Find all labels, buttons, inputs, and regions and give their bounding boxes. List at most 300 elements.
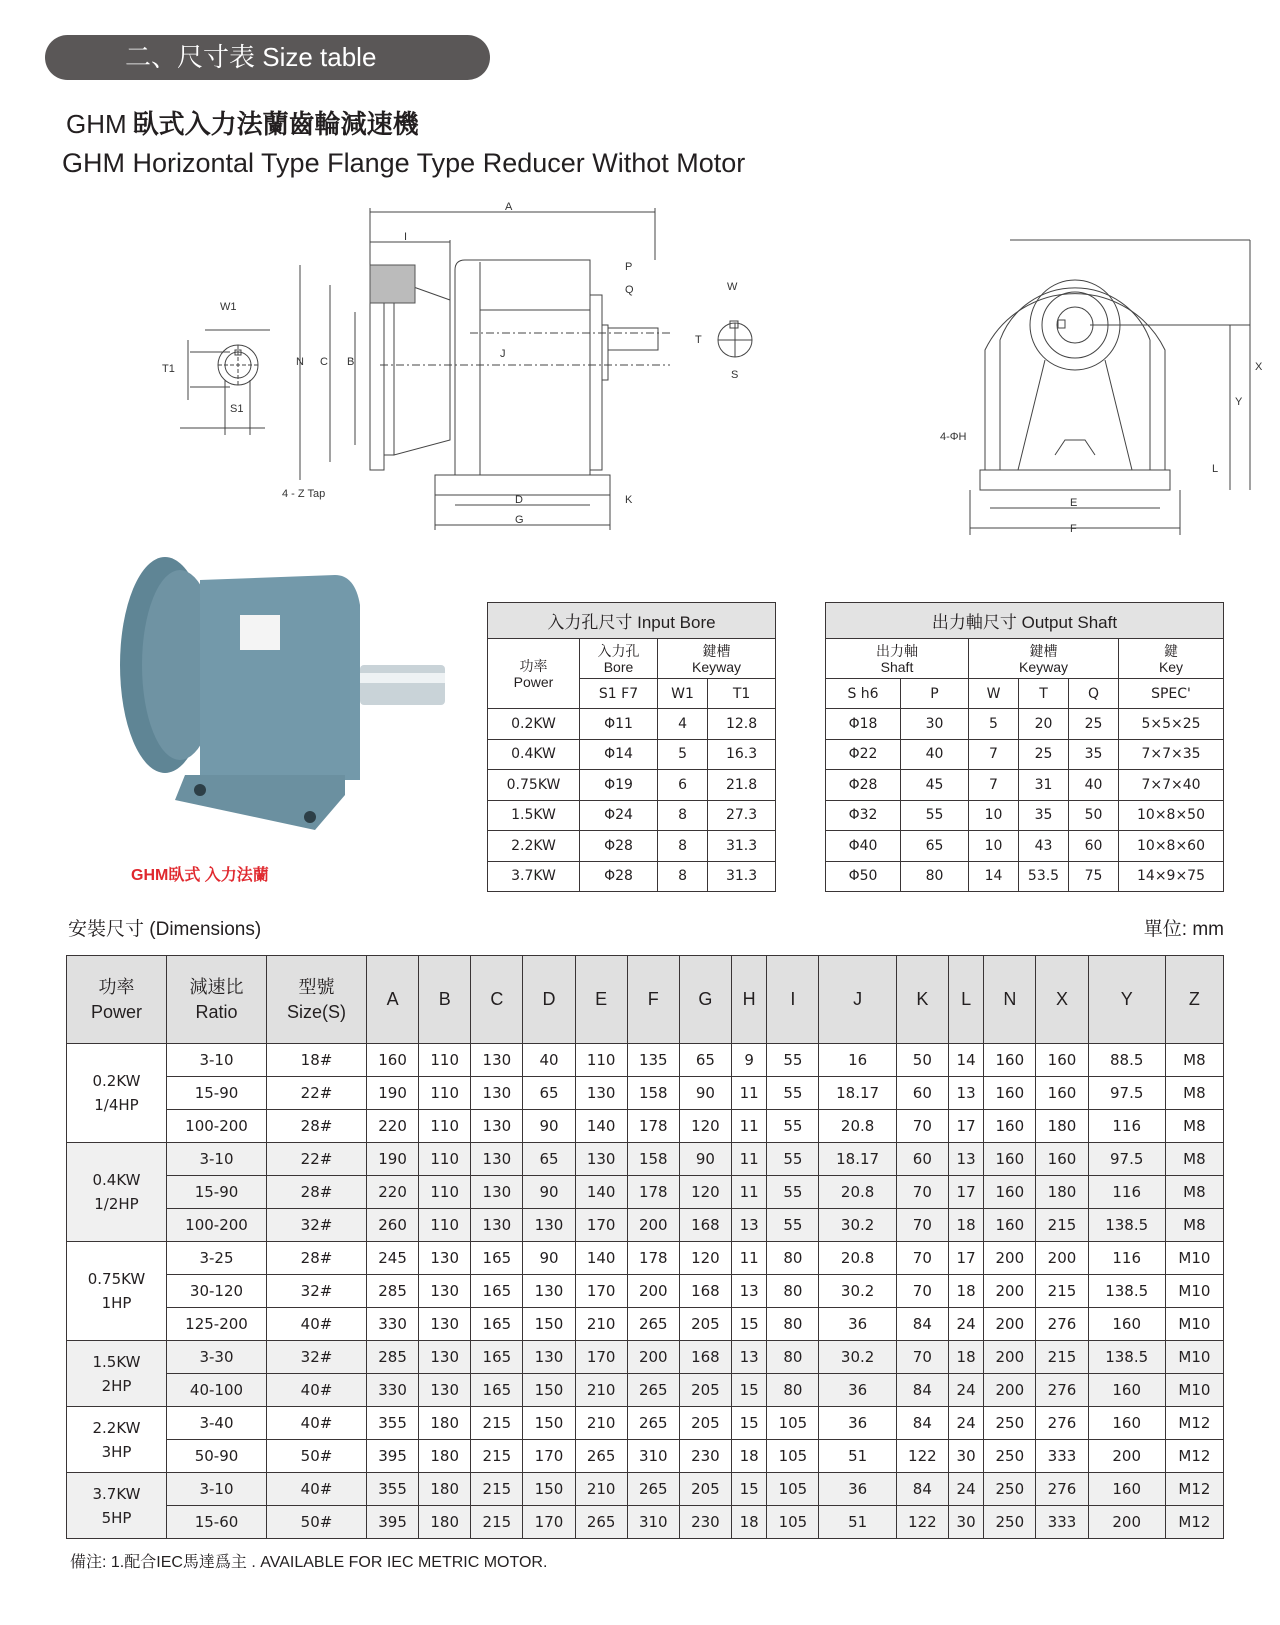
dimension-cell: 36	[819, 1407, 896, 1440]
dimension-cell: 165	[471, 1374, 523, 1407]
input-bore-cell: 12.8	[708, 709, 776, 740]
dimension-cell: 310	[627, 1506, 679, 1539]
label-a: A	[505, 201, 513, 213]
input-bore-cell: 31.3	[708, 831, 776, 862]
dimension-cell: M8	[1165, 1077, 1223, 1110]
dimension-cell: 170	[575, 1275, 627, 1308]
input-bore-cell: 8	[658, 831, 708, 862]
input-bore-cell: 0.4KW	[488, 739, 580, 770]
dimension-cell: 80	[767, 1275, 819, 1308]
input-bore-cell: 5	[658, 739, 708, 770]
dimension-cell: 130	[471, 1143, 523, 1176]
dimension-cell: 11	[731, 1242, 766, 1275]
dimension-cell: 265	[627, 1374, 679, 1407]
output-shaft-row	[826, 770, 1224, 801]
dimension-cell: 3-25	[167, 1242, 267, 1275]
input-bore-cell: 0.2KW	[488, 709, 580, 740]
dimension-cell: 160	[984, 1044, 1036, 1077]
dimension-cell: 80	[767, 1341, 819, 1374]
dimension-cell: 116	[1088, 1110, 1165, 1143]
dimension-cell: 330	[367, 1374, 419, 1407]
output-shaft-cell: 25	[1019, 739, 1069, 770]
dimension-cell: 200	[984, 1374, 1036, 1407]
power-hp: 3HP	[101, 1442, 132, 1461]
dimension-cell: 130	[419, 1308, 471, 1341]
dimension-cell: 55	[767, 1143, 819, 1176]
dimension-cell: 15-60	[167, 1506, 267, 1539]
output-shaft-cell: 75	[1069, 861, 1119, 892]
dimension-cell: 15	[731, 1374, 766, 1407]
dimension-cell: 100-200	[167, 1110, 267, 1143]
dimension-cell: 110	[419, 1176, 471, 1209]
output-shaft-cell: 43	[1019, 831, 1069, 862]
dimension-cell: 90	[679, 1077, 731, 1110]
dimension-cell: 168	[679, 1341, 731, 1374]
dimension-cell: 15-90	[167, 1077, 267, 1110]
output-shaft-cell: 10×8×60	[1119, 831, 1224, 862]
col-n: N	[984, 956, 1036, 1044]
dimension-cell: 15	[731, 1407, 766, 1440]
dimension-cell: 355	[367, 1473, 419, 1506]
power-cell	[67, 1407, 167, 1473]
dimension-cell: 310	[627, 1440, 679, 1473]
dimension-cell: M10	[1165, 1308, 1223, 1341]
output-shaft-cell: 7	[969, 739, 1019, 770]
dimension-cell: 190	[367, 1077, 419, 1110]
dimension-cell: 168	[679, 1209, 731, 1242]
dimension-cell: 160	[1036, 1077, 1088, 1110]
output-shaft-cell: 10	[969, 831, 1019, 862]
output-shaft-row	[826, 861, 1224, 892]
output-shaft-row	[826, 739, 1224, 770]
dimension-cell: 178	[627, 1176, 679, 1209]
dimension-cell: 160	[984, 1176, 1036, 1209]
dimension-cell: M12	[1165, 1440, 1223, 1473]
output-shaft-cell: 10×8×50	[1119, 800, 1224, 831]
power-kw: 1.5KW	[92, 1352, 141, 1371]
dimension-cell: 13	[731, 1341, 766, 1374]
dimension-cell: 18	[948, 1209, 983, 1242]
output-shaft-view	[695, 281, 752, 381]
dimension-cell: 330	[367, 1308, 419, 1341]
dimension-cell: 90	[523, 1110, 575, 1143]
col-key: 鍵 Key	[1119, 639, 1224, 679]
dimension-cell: 84	[896, 1407, 948, 1440]
dimension-cell: 165	[471, 1275, 523, 1308]
dimension-cell: M8	[1165, 1044, 1223, 1077]
dimension-cell: 3-10	[167, 1044, 267, 1077]
input-bore-table	[487, 602, 776, 892]
dimension-cell: 160	[1088, 1308, 1165, 1341]
col-x: X	[1036, 956, 1088, 1044]
dimension-cell: 80	[767, 1242, 819, 1275]
output-shaft-cell: 7	[969, 770, 1019, 801]
note-label: 備注:	[70, 1554, 107, 1571]
dimension-cell: 50-90	[167, 1440, 267, 1473]
footnote	[70, 1549, 547, 1572]
label-s: S	[731, 369, 739, 381]
sub-s-h6: S h6	[826, 679, 901, 709]
dimension-cell: 150	[523, 1473, 575, 1506]
dimension-cell: 24	[948, 1374, 983, 1407]
dimension-cell: 170	[523, 1506, 575, 1539]
dimension-cell: 130	[419, 1275, 471, 1308]
label-w1: W1	[220, 301, 237, 313]
col-ratio: 減速比 Ratio	[167, 956, 267, 1044]
sub-w: W	[969, 679, 1019, 709]
dimension-cell: 32#	[267, 1209, 367, 1242]
unit-label: 單位: mm	[1143, 919, 1224, 940]
dimension-cell: 276	[1036, 1407, 1088, 1440]
dimension-cell: 215	[471, 1440, 523, 1473]
col-c: C	[471, 956, 523, 1044]
dimension-cell: 130	[471, 1044, 523, 1077]
output-shaft-cell: 60	[1069, 831, 1119, 862]
col-shaft: 出力軸 Shaft	[826, 639, 969, 679]
dimension-cell: 24	[948, 1407, 983, 1440]
power-cell	[67, 1473, 167, 1539]
output-shaft-row	[826, 800, 1224, 831]
col-a: A	[367, 956, 419, 1044]
photo-caption: GHM臥式 入力法蘭	[131, 867, 269, 884]
dimension-cell: 17	[948, 1110, 983, 1143]
dimension-cell: 30.2	[819, 1275, 896, 1308]
dimension-row	[67, 1374, 1224, 1407]
label-tap: 4 - Z Tap	[282, 488, 326, 500]
dimension-cell: 160	[984, 1110, 1036, 1143]
dimension-cell: 80	[767, 1374, 819, 1407]
power-hp: 5HP	[101, 1508, 132, 1527]
dimension-cell: 30-120	[167, 1275, 267, 1308]
dimension-cell: 210	[575, 1374, 627, 1407]
col-d: D	[523, 956, 575, 1044]
dimension-cell: 285	[367, 1341, 419, 1374]
dimension-cell: 210	[575, 1473, 627, 1506]
dimension-cell: 130	[575, 1143, 627, 1176]
dimension-cell: 36	[819, 1473, 896, 1506]
dimension-cell: 160	[1088, 1407, 1165, 1440]
label-x: X	[1255, 361, 1263, 373]
output-shaft-cell: Φ28	[826, 770, 901, 801]
dimension-cell: M10	[1165, 1374, 1223, 1407]
output-shaft-cell: 65	[901, 831, 969, 862]
input-bore-row	[488, 831, 776, 862]
input-bore-cell: Φ24	[580, 800, 658, 831]
dimension-cell: 205	[679, 1374, 731, 1407]
dimension-cell: 60	[896, 1143, 948, 1176]
dimension-cell: 84	[896, 1473, 948, 1506]
dimension-cell: 70	[896, 1242, 948, 1275]
col-keyway: 鍵槽 Keyway	[658, 639, 776, 679]
dimension-cell: 90	[679, 1143, 731, 1176]
dimension-cell: 200	[1088, 1440, 1165, 1473]
input-bore-cell: 8	[658, 800, 708, 831]
dimension-cell: 11	[731, 1143, 766, 1176]
dimension-cell: 130	[471, 1110, 523, 1143]
dimension-cell: 130	[471, 1077, 523, 1110]
power-hp: 1/2HP	[94, 1195, 139, 1213]
dimension-cell: 50#	[267, 1440, 367, 1473]
note-text: 1.配合IEC馬達爲主 . AVAILABLE FOR IEC METRIC MOTOR.	[110, 1554, 548, 1571]
power-kw: 0.75KW	[87, 1270, 146, 1288]
dimension-cell: 150	[523, 1374, 575, 1407]
dimension-cell: 180	[419, 1473, 471, 1506]
output-shaft-cell: 31	[1019, 770, 1069, 801]
dimension-cell: 22#	[267, 1143, 367, 1176]
dimension-cell: 165	[471, 1242, 523, 1275]
dimension-cell: 90	[523, 1242, 575, 1275]
input-bore-cell: 0.75KW	[488, 770, 580, 801]
dimension-cell: 160	[1088, 1473, 1165, 1506]
dimension-cell: 138.5	[1088, 1341, 1165, 1374]
dimension-row	[67, 1209, 1224, 1242]
dimension-cell: 265	[627, 1308, 679, 1341]
dimension-cell: 32#	[267, 1275, 367, 1308]
dimension-cell: 11	[731, 1077, 766, 1110]
dimension-cell: 120	[679, 1242, 731, 1275]
dimension-row	[67, 1440, 1224, 1473]
sub-p: P	[901, 679, 969, 709]
dimension-cell: 245	[367, 1242, 419, 1275]
front-view	[940, 240, 1263, 535]
section-header-pill	[45, 35, 490, 80]
dimension-row	[67, 1077, 1224, 1110]
dimension-cell: 110	[419, 1110, 471, 1143]
power-cell	[67, 1341, 167, 1407]
col-z: Z	[1165, 956, 1223, 1044]
output-shaft-cell: 25	[1069, 709, 1119, 740]
dimension-row	[67, 1275, 1224, 1308]
label-hole: 4-ΦH	[940, 431, 967, 443]
dimension-cell: 60	[896, 1077, 948, 1110]
dimension-cell: 276	[1036, 1308, 1088, 1341]
dimension-cell: 32#	[267, 1341, 367, 1374]
input-bore-cell: Φ28	[580, 831, 658, 862]
dimension-cell: 55	[767, 1209, 819, 1242]
dimension-cell: 22#	[267, 1077, 367, 1110]
dimension-cell: 138.5	[1088, 1275, 1165, 1308]
power-cell	[67, 1044, 167, 1143]
output-shaft-cell: 35	[1069, 739, 1119, 770]
dimension-cell: 36	[819, 1374, 896, 1407]
dimension-cell: 18	[731, 1440, 766, 1473]
dimension-cell: 18	[948, 1341, 983, 1374]
dimension-cell: 220	[367, 1176, 419, 1209]
model-code: GHM	[66, 109, 127, 139]
dimension-row	[67, 1407, 1224, 1440]
dimension-cell: 215	[1036, 1341, 1088, 1374]
dimension-cell: 70	[896, 1341, 948, 1374]
dimension-cell: 30.2	[819, 1341, 896, 1374]
input-bore-view	[162, 301, 270, 435]
dimension-cell: 200	[627, 1275, 679, 1308]
dimension-cell: 36	[819, 1308, 896, 1341]
dimension-cell: 3-30	[167, 1341, 267, 1374]
dimension-cell: 265	[627, 1473, 679, 1506]
output-shaft-cell: 40	[1069, 770, 1119, 801]
power-hp: 1/4HP	[94, 1096, 139, 1114]
input-bore-cell: 8	[658, 861, 708, 892]
dimension-row	[67, 1341, 1224, 1374]
dimension-cell: 18	[948, 1275, 983, 1308]
col-size: 型號 Size(S)	[267, 956, 367, 1044]
dimension-cell: 55	[767, 1077, 819, 1110]
dimension-cell: 11	[731, 1176, 766, 1209]
col-b: B	[419, 956, 471, 1044]
label-s1: S1	[230, 403, 244, 415]
dimension-cell: 130	[419, 1242, 471, 1275]
label-g: G	[515, 514, 524, 526]
dimension-cell: 210	[575, 1308, 627, 1341]
dimension-cell: 15-90	[167, 1176, 267, 1209]
dimension-cell: 200	[984, 1308, 1036, 1341]
sub-s1-f7: S1 F7	[580, 679, 658, 709]
dimension-cell: 190	[367, 1143, 419, 1176]
dimension-cell: 40#	[267, 1374, 367, 1407]
dimension-cell: 50#	[267, 1506, 367, 1539]
power-kw: 3.7KW	[92, 1484, 141, 1503]
dimension-cell: 135	[627, 1044, 679, 1077]
label-d: D	[515, 494, 523, 506]
side-elevation-view	[282, 201, 670, 530]
dimension-cell: 250	[984, 1473, 1036, 1506]
dimension-cell: 105	[767, 1506, 819, 1539]
sub-t1: T1	[708, 679, 776, 709]
dimension-cell: 65	[679, 1044, 731, 1077]
dimension-cell: 215	[1036, 1275, 1088, 1308]
dimension-cell: 13	[731, 1275, 766, 1308]
col-k: K	[896, 956, 948, 1044]
dimension-cell: 55	[767, 1044, 819, 1077]
dimension-cell: 130	[419, 1341, 471, 1374]
dimension-cell: 180	[1036, 1176, 1088, 1209]
dimension-cell: 200	[1088, 1506, 1165, 1539]
power-kw: 0.4KW	[92, 1171, 141, 1189]
dimension-cell: 90	[523, 1176, 575, 1209]
label-k: K	[625, 494, 633, 506]
dimension-cell: 40#	[267, 1308, 367, 1341]
dimension-cell: M10	[1165, 1341, 1223, 1374]
dimension-cell: 125-200	[167, 1308, 267, 1341]
output-shaft-cell: 45	[901, 770, 969, 801]
dimension-cell: 180	[419, 1407, 471, 1440]
title-english: GHM Horizontal Type Flange Type Reducer Withot Motor	[62, 148, 746, 178]
dimension-cell: 120	[679, 1176, 731, 1209]
dimension-row	[67, 1110, 1224, 1143]
input-bore-cell: Φ19	[580, 770, 658, 801]
col-g: G	[679, 956, 731, 1044]
col-j: J	[819, 956, 896, 1044]
output-shaft-cell: Φ40	[826, 831, 901, 862]
dimension-cell: 200	[984, 1275, 1036, 1308]
dimension-cell: 70	[896, 1209, 948, 1242]
dimension-cell: 160	[1036, 1143, 1088, 1176]
dimension-cell: 110	[419, 1077, 471, 1110]
dimension-cell: 395	[367, 1506, 419, 1539]
dimension-cell: 180	[419, 1440, 471, 1473]
dimension-cell: 160	[1088, 1374, 1165, 1407]
dimension-cell: 40	[523, 1044, 575, 1077]
dimension-cell: 30	[948, 1506, 983, 1539]
dimension-cell: 130	[575, 1077, 627, 1110]
output-shaft-cell: 7×7×35	[1119, 739, 1224, 770]
dimension-cell: 9	[731, 1044, 766, 1077]
dimension-cell: 70	[896, 1110, 948, 1143]
output-shaft-cell: 7×7×40	[1119, 770, 1224, 801]
label-b: B	[347, 356, 355, 368]
dimension-cell: 170	[523, 1440, 575, 1473]
dimension-cell: M8	[1165, 1209, 1223, 1242]
dimension-cell: 140	[575, 1242, 627, 1275]
dimension-cell: 250	[984, 1440, 1036, 1473]
input-bore-cell: Φ28	[580, 861, 658, 892]
dimension-cell: 160	[1036, 1044, 1088, 1077]
power-kw: 0.2KW	[92, 1072, 141, 1090]
col-keyway: 鍵槽 Keyway	[969, 639, 1119, 679]
dimension-cell: 230	[679, 1506, 731, 1539]
dimension-cell: 200	[984, 1341, 1036, 1374]
dimension-cell: 110	[419, 1044, 471, 1077]
dimension-cell: 355	[367, 1407, 419, 1440]
sub-w1: W1	[658, 679, 708, 709]
dimension-cell: 170	[575, 1341, 627, 1374]
dimension-cell: 97.5	[1088, 1143, 1165, 1176]
col-power: 功率 Power	[67, 956, 167, 1044]
dimensions-title: 安裝尺寸 (Dimensions)	[68, 919, 262, 940]
dimension-row	[67, 1308, 1224, 1341]
dimension-cell: 28#	[267, 1242, 367, 1275]
dimension-cell: 168	[679, 1275, 731, 1308]
input-bore-cell: 2.2KW	[488, 831, 580, 862]
output-shaft-cell: 40	[901, 739, 969, 770]
output-shaft-cell: 55	[901, 800, 969, 831]
dimension-cell: 265	[627, 1407, 679, 1440]
dimension-cell: 24	[948, 1308, 983, 1341]
dimension-cell: 170	[575, 1209, 627, 1242]
sub-spec: SPEC'	[1119, 679, 1224, 709]
dimension-cell: 28#	[267, 1110, 367, 1143]
dimension-cell: 17	[948, 1176, 983, 1209]
dimension-cell: 138.5	[1088, 1209, 1165, 1242]
label-q: Q	[625, 284, 634, 296]
sub-t: T	[1019, 679, 1069, 709]
dimension-row	[67, 1143, 1224, 1176]
dimension-cell: 333	[1036, 1440, 1088, 1473]
sub-q: Q	[1069, 679, 1119, 709]
label-t1: T1	[162, 363, 175, 375]
col-h: H	[731, 956, 766, 1044]
output-shaft-cell: 5	[969, 709, 1019, 740]
dimension-cell: 140	[575, 1110, 627, 1143]
dimension-cell: 205	[679, 1407, 731, 1440]
dimension-cell: 16	[819, 1044, 896, 1077]
col-l: L	[948, 956, 983, 1044]
dimension-cell: 260	[367, 1209, 419, 1242]
dimension-cell: 3-40	[167, 1407, 267, 1440]
dimension-cell: 250	[984, 1407, 1036, 1440]
dimension-cell: 40-100	[167, 1374, 267, 1407]
dimension-cell: 180	[1036, 1110, 1088, 1143]
dimension-row	[67, 1473, 1224, 1506]
dimension-cell: 3-10	[167, 1473, 267, 1506]
dimension-cell: 105	[767, 1440, 819, 1473]
dimension-cell: 105	[767, 1407, 819, 1440]
dimension-cell: 220	[367, 1110, 419, 1143]
dimension-cell: 215	[471, 1407, 523, 1440]
dimension-cell: 20.8	[819, 1242, 896, 1275]
dimension-cell: 28#	[267, 1176, 367, 1209]
label-y: Y	[1235, 396, 1243, 408]
